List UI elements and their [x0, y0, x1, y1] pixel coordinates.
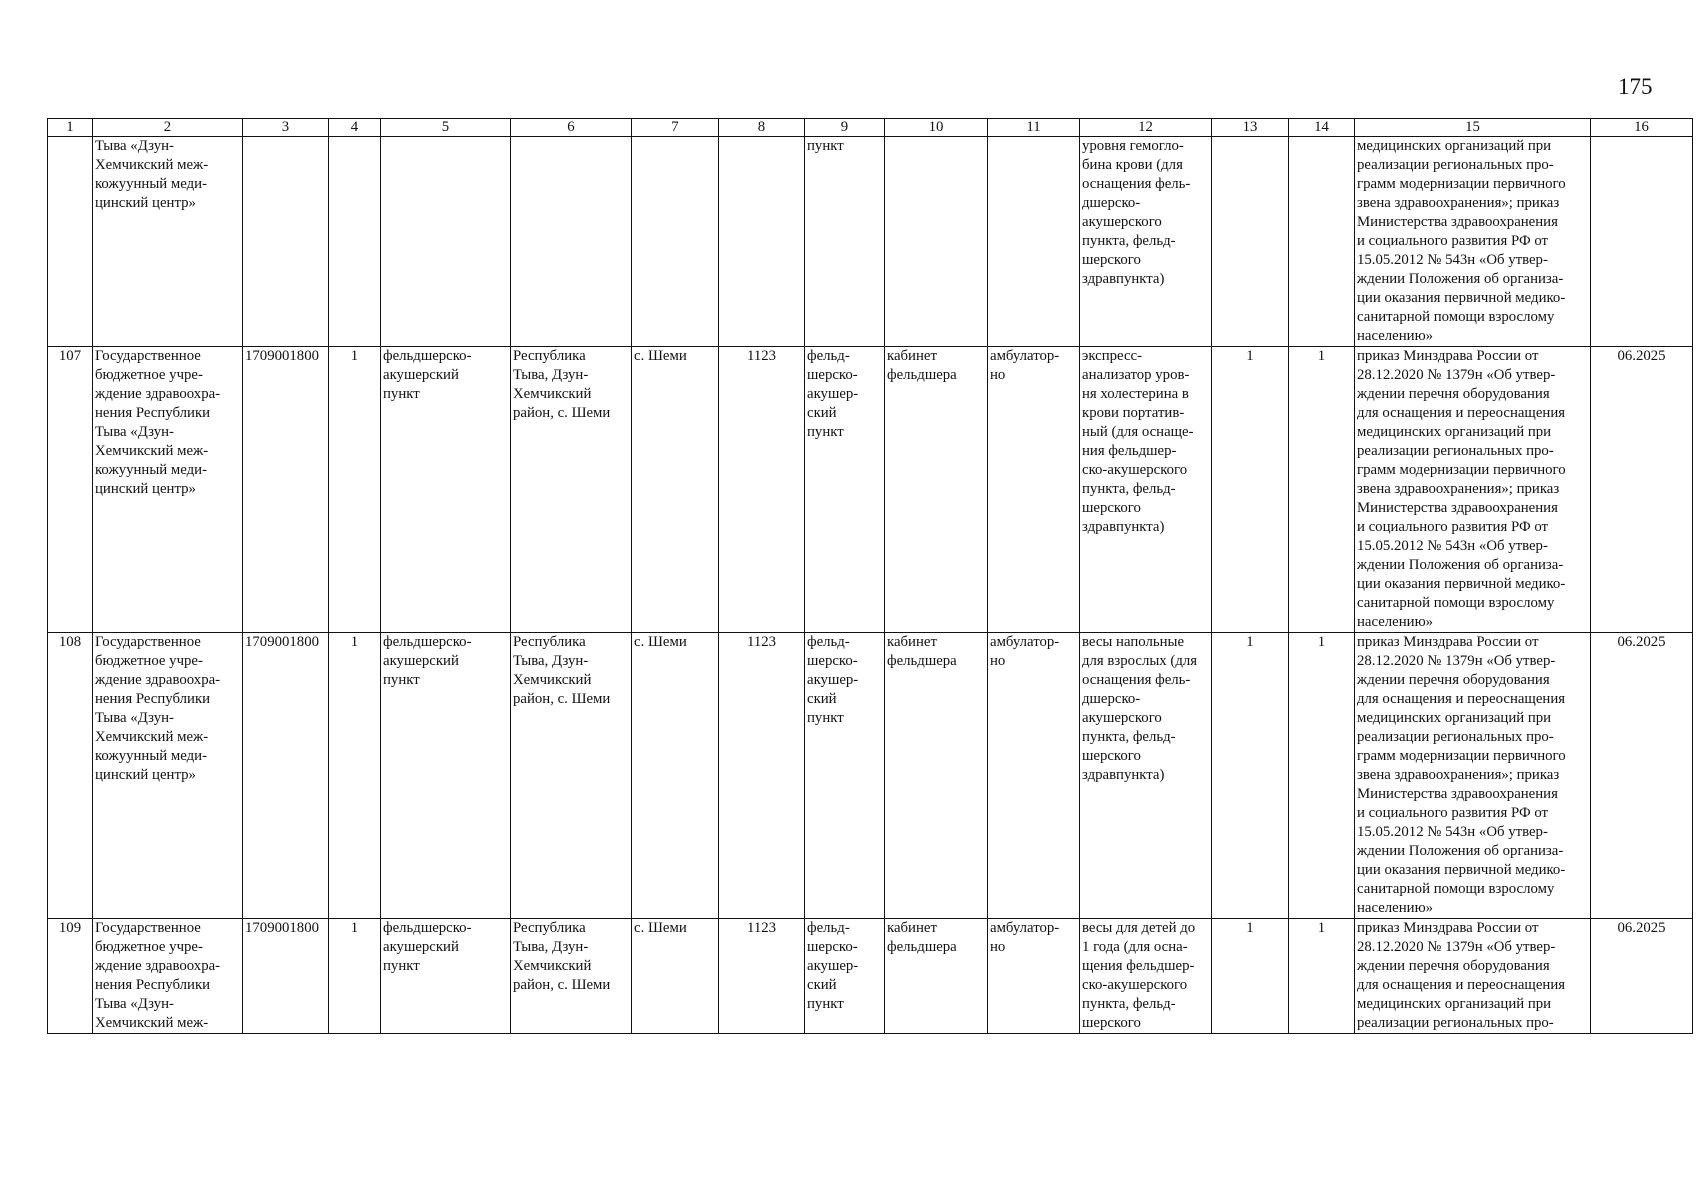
room-cell: кабинет фельдшера — [885, 919, 988, 1034]
settlement-cell — [632, 137, 719, 347]
date-cell — [1591, 137, 1693, 347]
settlement-cell: с. Шеми — [632, 347, 719, 633]
equipment-cell: весы для детей до 1 года (для осна- щения фельдшер- ско-акушерского пункта, фельд- шерского — [1080, 919, 1212, 1034]
code-cell: 1709001800 — [243, 633, 329, 919]
population-cell: 1123 — [719, 919, 805, 1034]
unit-cell: пункт — [805, 137, 885, 347]
column-number: 1 — [48, 119, 93, 137]
count-cell — [329, 137, 381, 347]
code-cell: 1709001800 — [243, 347, 329, 633]
address-cell: Республика Тыва, Дзун- Хемчикский район, с. Шеми — [511, 919, 632, 1034]
address-cell: Республика Тыва, Дзун- Хемчикский район, с. Шеми — [511, 633, 632, 919]
registry-table — [47, 118, 1693, 1034]
settlement-cell: с. Шеми — [632, 919, 719, 1034]
quantity-cell: 1 — [1212, 347, 1289, 633]
care-mode-cell: амбулатор- но — [988, 633, 1080, 919]
count-cell: 1 — [329, 919, 381, 1034]
column-number: 11 — [988, 119, 1080, 137]
unit-cell: фельд- шерско- акушер- ский пункт — [805, 919, 885, 1034]
address-cell — [511, 137, 632, 347]
code-cell — [243, 137, 329, 347]
table-row — [48, 137, 1693, 347]
column-number: 2 — [93, 119, 243, 137]
population-cell: 1123 — [719, 633, 805, 919]
column-number: 7 — [632, 119, 719, 137]
page-number: 175 — [1618, 74, 1653, 99]
date-cell: 06.2025 — [1591, 347, 1693, 633]
row-number-cell: 109 — [48, 919, 93, 1034]
room-cell: кабинет фельдшера — [885, 347, 988, 633]
legal-basis-cell: медицинских организаций при реализации региональных про- грамм модернизации первичного звена здравоохранения»; приказ Министерства здравоохранения и социального развития РФ от 15.05.2012 № 543н «Об утвер- ждении Положения об организа- ции оказания первичной медико- санитарной помощи взрослому населению» — [1355, 137, 1591, 347]
column-number: 9 — [805, 119, 885, 137]
quantity-cell — [1212, 137, 1289, 347]
column-number-row — [48, 119, 1693, 137]
facility-type-cell: фельдшерско- акушерский пункт — [381, 633, 511, 919]
column-number: 4 — [329, 119, 381, 137]
row-number-cell: 108 — [48, 633, 93, 919]
column-number: 10 — [885, 119, 988, 137]
column-number: 5 — [381, 119, 511, 137]
column-number: 6 — [511, 119, 632, 137]
legal-basis-cell: приказ Минздрава России от 28.12.2020 № 1379н «Об утвер- ждении перечня оборудования для оснащения и переоснащения медицинских организаций при реализации региональных про- грамм модернизации первичного звена здравоохранения»; приказ Министерства здравоохранения и социального развития РФ от 15.05.2012 № 543н «Об утвер- ждении Положения об организа- ции оказания первичной медико- санитарной помощи взрослому населению» — [1355, 633, 1591, 919]
organization-cell: Государственное бюджетное учре- ждение здравоохра- нения Республики Тыва «Дзун- Хемчикский меж- кожуунный меди- цинский центр» — [93, 347, 243, 633]
equipment-cell: уровня гемогло- бина крови (для оснащения фель- дшерско- акушерского пункта, фельд- шерского здравпункта) — [1080, 137, 1212, 347]
quantity-cell: 1 — [1289, 919, 1355, 1034]
column-number: 16 — [1591, 119, 1693, 137]
code-cell: 1709001800 — [243, 919, 329, 1034]
count-cell: 1 — [329, 633, 381, 919]
care-mode-cell — [988, 137, 1080, 347]
organization-cell: Государственное бюджетное учре- ждение здравоохра- нения Республики Тыва «Дзун- Хемчикский меж- — [93, 919, 243, 1034]
equipment-cell: экспресс- анализатор уров- ня холестерина в крови портатив- ный (для оснаще- ния фельдшер- ско-акушерского пункта, фельд- шерского здравпункта) — [1080, 347, 1212, 633]
count-cell: 1 — [329, 347, 381, 633]
care-mode-cell: амбулатор- но — [988, 347, 1080, 633]
table-row — [48, 347, 1693, 633]
quantity-cell: 1 — [1212, 919, 1289, 1034]
row-number-cell: 107 — [48, 347, 93, 633]
facility-type-cell: фельдшерско- акушерский пункт — [381, 347, 511, 633]
care-mode-cell: амбулатор- но — [988, 919, 1080, 1034]
column-number: 3 — [243, 119, 329, 137]
quantity-cell: 1 — [1289, 347, 1355, 633]
column-number: 8 — [719, 119, 805, 137]
quantity-cell: 1 — [1212, 633, 1289, 919]
organization-cell: Государственное бюджетное учре- ждение здравоохра- нения Республики Тыва «Дзун- Хемчикский меж- кожуунный меди- цинский центр» — [93, 633, 243, 919]
address-cell: Республика Тыва, Дзун- Хемчикский район, с. Шеми — [511, 347, 632, 633]
unit-cell: фельд- шерско- акушер- ский пункт — [805, 633, 885, 919]
column-number: 13 — [1212, 119, 1289, 137]
table-row — [48, 633, 1693, 919]
room-cell: кабинет фельдшера — [885, 633, 988, 919]
population-cell — [719, 137, 805, 347]
facility-type-cell — [381, 137, 511, 347]
quantity-cell: 1 — [1289, 633, 1355, 919]
equipment-cell: весы напольные для взрослых (для оснащения фель- дшерско- акушерского пункта, фельд- шерского здравпункта) — [1080, 633, 1212, 919]
facility-type-cell: фельдшерско- акушерский пункт — [381, 919, 511, 1034]
unit-cell: фельд- шерско- акушер- ский пункт — [805, 347, 885, 633]
organization-cell: Тыва «Дзун- Хемчикский меж- кожуунный меди- цинский центр» — [93, 137, 243, 347]
legal-basis-cell: приказ Минздрава России от 28.12.2020 № 1379н «Об утвер- ждении перечня оборудования для оснащения и переоснащения медицинских организаций при реализации региональных про- грамм модернизации первичного звена здравоохранения»; приказ Министерства здравоохранения и социального развития РФ от 15.05.2012 № 543н «Об утвер- ждении Положения об организа- ции оказания первичной медико- санитарной помощи взрослому населению» — [1355, 347, 1591, 633]
column-number: 15 — [1355, 119, 1591, 137]
column-number: 12 — [1080, 119, 1212, 137]
table-row — [48, 919, 1693, 1034]
date-cell: 06.2025 — [1591, 919, 1693, 1034]
population-cell: 1123 — [719, 347, 805, 633]
date-cell: 06.2025 — [1591, 633, 1693, 919]
column-number: 14 — [1289, 119, 1355, 137]
settlement-cell: с. Шеми — [632, 633, 719, 919]
room-cell — [885, 137, 988, 347]
legal-basis-cell: приказ Минздрава России от 28.12.2020 № 1379н «Об утвер- ждении перечня оборудования для оснащения и переоснащения медицинских организаций при реализации региональных про- — [1355, 919, 1591, 1034]
quantity-cell — [1289, 137, 1355, 347]
row-number-cell — [48, 137, 93, 347]
